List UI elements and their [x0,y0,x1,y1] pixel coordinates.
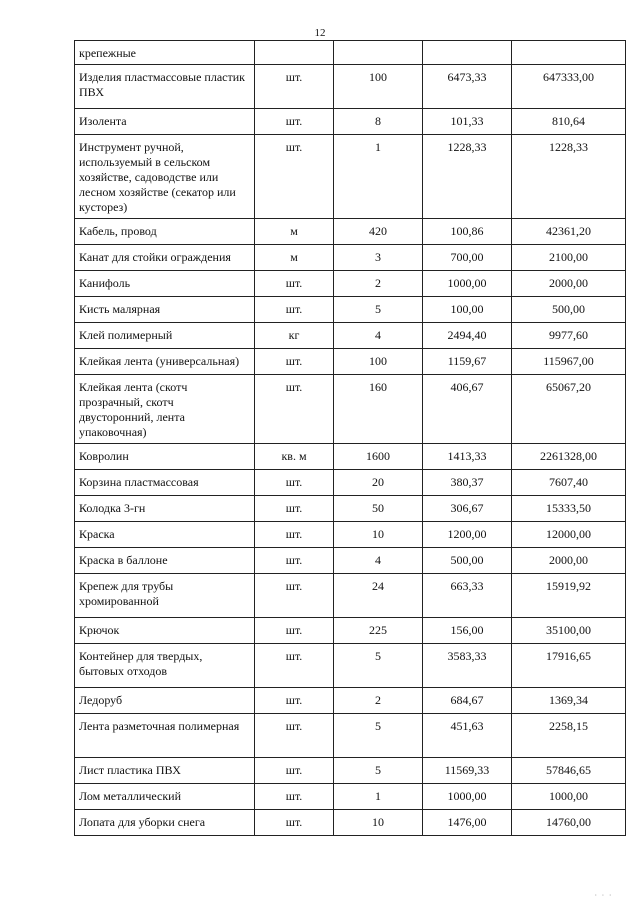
unit-price-cell: 101,33 [423,109,512,135]
unit-cell: шт. [255,349,334,375]
quantity-cell: 10 [334,810,423,836]
quantity-cell: 100 [334,65,423,109]
total-cell: 15333,50 [512,496,626,522]
unit-price-cell: 1159,67 [423,349,512,375]
quantity-cell: 4 [334,548,423,574]
table-row [75,574,626,618]
total-cell [512,41,626,65]
item-name-cell: Краска в баллоне [75,548,255,574]
scan-mark: · · · [593,892,612,899]
unit-price-cell: 6473,33 [423,65,512,109]
unit-cell: шт. [255,714,334,758]
unit-cell: м [255,219,334,245]
unit-cell: шт. [255,644,334,688]
unit-price-cell: 100,00 [423,297,512,323]
quantity-cell: 1 [334,784,423,810]
unit-cell: шт. [255,297,334,323]
item-name-cell: Кисть малярная [75,297,255,323]
unit-price-cell: 1200,00 [423,522,512,548]
item-name-cell: Кабель, провод [75,219,255,245]
table-row [75,688,626,714]
unit-cell: шт. [255,784,334,810]
item-name-cell: Канат для стойки ограждения [75,245,255,271]
total-cell: 1000,00 [512,784,626,810]
item-name-cell: Изделия пластмассовые пластик ПВХ [75,65,255,109]
unit-price-cell: 451,63 [423,714,512,758]
unit-price-cell: 1000,00 [423,784,512,810]
unit-price-cell: 500,00 [423,548,512,574]
unit-price-cell: 1413,33 [423,444,512,470]
total-cell: 42361,20 [512,219,626,245]
total-cell: 2261328,00 [512,444,626,470]
total-cell: 2000,00 [512,548,626,574]
unit-price-cell: 2494,40 [423,323,512,349]
quantity-cell: 4 [334,323,423,349]
unit-price-cell: 684,67 [423,688,512,714]
unit-cell: шт. [255,688,334,714]
quantity-cell: 5 [334,297,423,323]
total-cell: 115967,00 [512,349,626,375]
unit-cell: шт. [255,109,334,135]
table-row [75,271,626,297]
table-row [75,135,626,219]
unit-price-cell: 100,86 [423,219,512,245]
unit-cell: шт. [255,496,334,522]
unit-cell: шт. [255,548,334,574]
total-cell: 7607,40 [512,470,626,496]
quantity-cell: 1 [334,135,423,219]
item-name-cell: Канифоль [75,271,255,297]
unit-cell: шт. [255,470,334,496]
table-row [75,810,626,836]
quantity-cell: 20 [334,470,423,496]
item-name-cell: Крепеж для трубы хромированной [75,574,255,618]
item-name-cell: Корзина пластмассовая [75,470,255,496]
quantity-cell: 100 [334,349,423,375]
table-row [75,444,626,470]
quantity-cell: 2 [334,271,423,297]
price-table [74,40,626,836]
total-cell: 1369,34 [512,688,626,714]
quantity-cell: 160 [334,375,423,444]
table-row [75,618,626,644]
table-row [75,349,626,375]
item-name-cell: Лом металлический [75,784,255,810]
table-row [75,109,626,135]
unit-price-cell: 3583,33 [423,644,512,688]
page-number: 12 [314,27,326,39]
total-cell: 2258,15 [512,714,626,758]
total-cell: 17916,65 [512,644,626,688]
unit-cell: шт. [255,65,334,109]
item-name-cell: Клейкая лента (универсальная) [75,349,255,375]
item-name-cell: Ледоруб [75,688,255,714]
item-name-cell: Изолента [75,109,255,135]
total-cell: 500,00 [512,297,626,323]
unit-price-cell: 306,67 [423,496,512,522]
total-cell: 15919,92 [512,574,626,618]
unit-price-cell: 1228,33 [423,135,512,219]
table-row [75,522,626,548]
total-cell: 2100,00 [512,245,626,271]
quantity-cell: 3 [334,245,423,271]
quantity-cell [334,41,423,65]
unit-price-cell: 663,33 [423,574,512,618]
table-row [75,758,626,784]
total-cell: 35100,00 [512,618,626,644]
item-name-cell: крепежные [75,41,255,65]
item-name-cell: Ковролин [75,444,255,470]
total-cell: 647333,00 [512,65,626,109]
total-cell: 2000,00 [512,271,626,297]
quantity-cell: 10 [334,522,423,548]
quantity-cell: 2 [334,688,423,714]
quantity-cell: 8 [334,109,423,135]
total-cell: 810,64 [512,109,626,135]
unit-price-cell: 700,00 [423,245,512,271]
table-row [75,548,626,574]
unit-cell: шт. [255,271,334,297]
quantity-cell: 225 [334,618,423,644]
unit-cell: м [255,245,334,271]
quantity-cell: 24 [334,574,423,618]
unit-cell: шт. [255,758,334,784]
table-row [75,297,626,323]
quantity-cell: 5 [334,758,423,784]
table-row [75,323,626,349]
unit-price-cell: 380,37 [423,470,512,496]
total-cell: 65067,20 [512,375,626,444]
table-row [75,375,626,444]
table-row [75,784,626,810]
unit-price-cell: 1476,00 [423,810,512,836]
total-cell: 1228,33 [512,135,626,219]
item-name-cell: Краска [75,522,255,548]
quantity-cell: 50 [334,496,423,522]
item-name-cell: Клейкая лента (скотч прозрачный, скотч двусторонний, лента упаковочная) [75,375,255,444]
table-row [75,219,626,245]
quantity-cell: 5 [334,644,423,688]
total-cell: 12000,00 [512,522,626,548]
unit-cell: шт. [255,135,334,219]
quantity-cell: 5 [334,714,423,758]
table-row [75,41,626,65]
item-name-cell: Контейнер для твердых, бытовых отходов [75,644,255,688]
unit-cell [255,41,334,65]
item-name-cell: Лента разметочная полимерная [75,714,255,758]
table-row [75,644,626,688]
table-row [75,496,626,522]
quantity-cell: 420 [334,219,423,245]
unit-cell: кг [255,323,334,349]
unit-price-cell [423,41,512,65]
quantity-cell: 1600 [334,444,423,470]
total-cell: 14760,00 [512,810,626,836]
table-row [75,470,626,496]
unit-cell: шт. [255,574,334,618]
item-name-cell: Лист пластика ПВХ [75,758,255,784]
item-name-cell: Лопата для уборки снега [75,810,255,836]
table-row [75,714,626,758]
unit-cell: кв. м [255,444,334,470]
total-cell: 57846,65 [512,758,626,784]
unit-price-cell: 406,67 [423,375,512,444]
unit-cell: шт. [255,375,334,444]
unit-cell: шт. [255,618,334,644]
unit-cell: шт. [255,810,334,836]
item-name-cell: Крючок [75,618,255,644]
unit-price-cell: 156,00 [423,618,512,644]
item-name-cell: Колодка 3-гн [75,496,255,522]
item-name-cell: Инструмент ручной, используемый в сельском хозяйстве, садоводстве или лесном хозяйстве (секатор или кусторез) [75,135,255,219]
item-name-cell: Клей полимерный [75,323,255,349]
total-cell: 9977,60 [512,323,626,349]
unit-price-cell: 1000,00 [423,271,512,297]
unit-cell: шт. [255,522,334,548]
table-row [75,65,626,109]
table-row [75,245,626,271]
unit-price-cell: 11569,33 [423,758,512,784]
